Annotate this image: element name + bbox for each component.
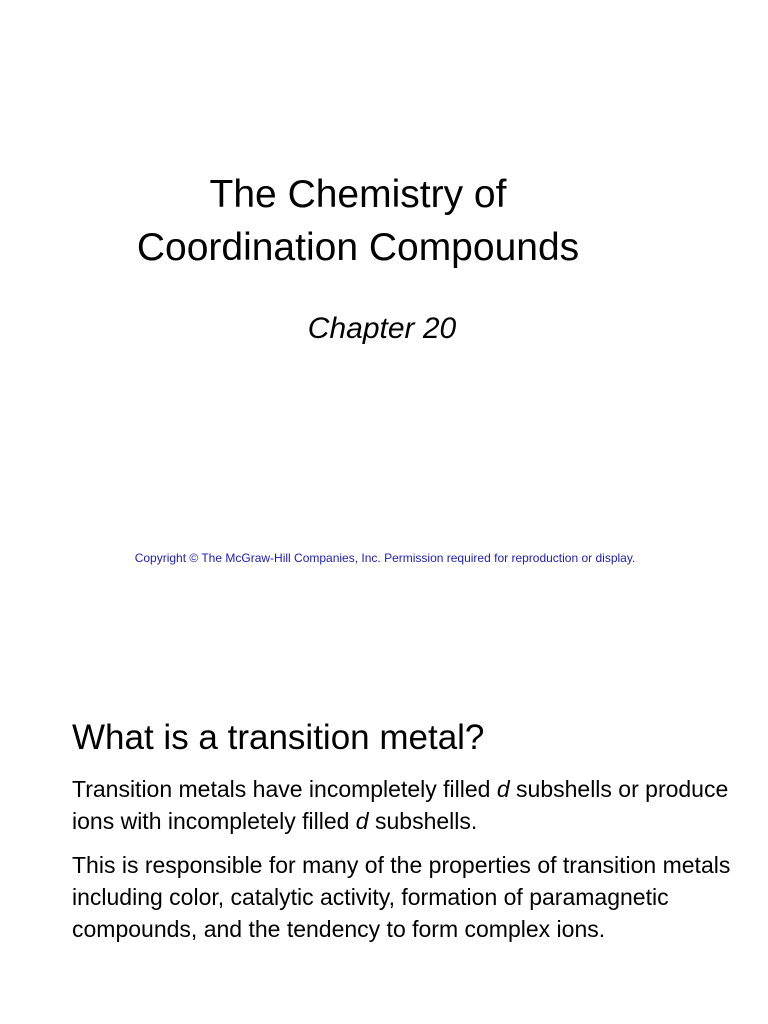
p1-text-a: Transition metals have incompletely filled bbox=[72, 776, 497, 802]
p1-italic-d-2: d bbox=[355, 808, 369, 834]
p1-text-b: subshells or produce ions with incompletely filled bbox=[72, 776, 729, 834]
slide-heading: What is a transition metal? bbox=[72, 718, 485, 757]
title-line-2: Coordination Compounds bbox=[136, 226, 580, 269]
p1-italic-d-1: d bbox=[496, 776, 510, 802]
paragraph-properties: This is responsible for many of the properties of transition metals including color, catalytic activity, formation of paramagnetic compounds, and the tendency to form complex ions. bbox=[72, 852, 731, 942]
title-line-1: The Chemistry of bbox=[209, 173, 507, 216]
content-slide bbox=[0, 700, 768, 1024]
chapter-subtitle: Chapter 20 bbox=[307, 312, 457, 345]
slide-title bbox=[0, 168, 716, 274]
copyright-notice: Copyright © The McGraw-Hill Companies, Inc. Permission required for reproduction or display. bbox=[134, 551, 636, 565]
p1-text-c: subshells. bbox=[368, 808, 478, 834]
paragraph-definition bbox=[72, 773, 732, 837]
